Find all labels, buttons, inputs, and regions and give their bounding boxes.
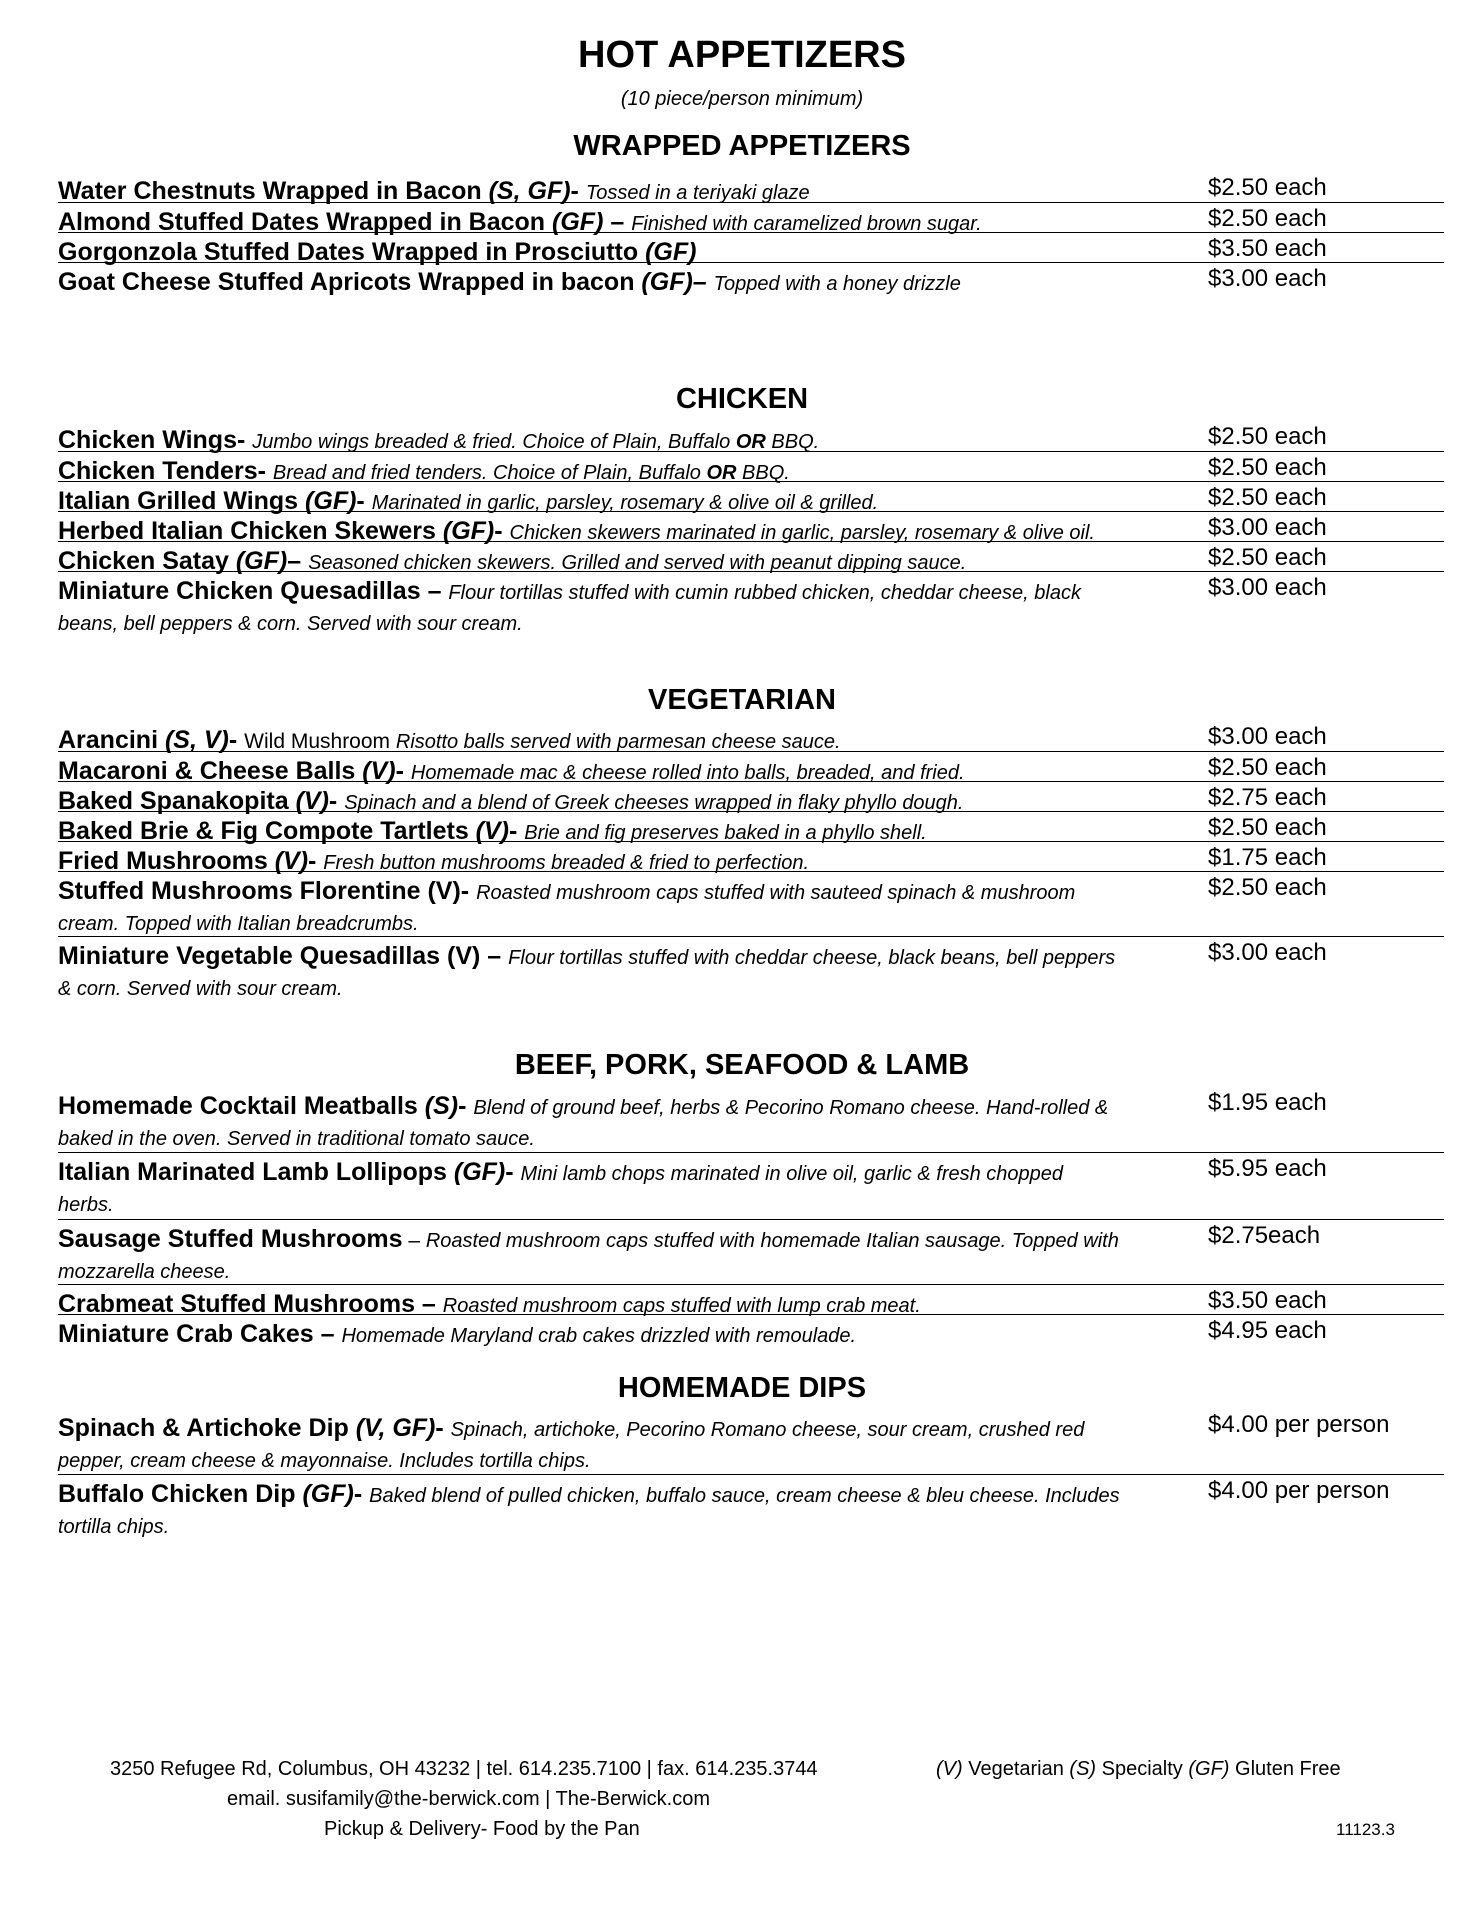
menu-item-price: $2.50 each xyxy=(1208,814,1327,841)
menu-item-row xyxy=(58,1152,1444,1215)
legend-gluten-free-tag: (GF) xyxy=(1188,1758,1230,1780)
menu-item-separator: – xyxy=(480,942,509,970)
menu-item-name: Homemade Cocktail Meatballs xyxy=(58,1092,425,1120)
menu-item-separator: - xyxy=(236,426,253,454)
footer-pickup: Pickup & Delivery- Food by the Pan xyxy=(324,1818,640,1840)
menu-item-description: Chicken skewers marinated in garlic, parsley, rosemary & olive oil. xyxy=(509,522,1095,544)
menu-item-desc-plain: Wild Mushroom xyxy=(244,730,396,753)
menu-item-row xyxy=(58,781,1444,815)
menu-item-price: $1.75 each xyxy=(1208,844,1327,871)
menu-item-description-continued: & corn. Served with sour cream. xyxy=(58,978,343,1000)
menu-item-separator: - xyxy=(257,457,273,485)
menu-item-price: $2.50 each xyxy=(1208,174,1327,201)
legend-specialty-tag: (S) xyxy=(1069,1758,1097,1780)
menu-item-separator: - xyxy=(570,177,586,205)
menu-item-name: Chicken Tenders xyxy=(58,457,258,485)
menu-item-price: $3.00 each xyxy=(1208,723,1327,750)
menu-item-description: Seasoned chicken skewers. Grilled and served with peanut dipping sauce. xyxy=(308,552,967,574)
menu-item-description-continued: baked in the oven. Served in traditional tomato sauce. xyxy=(58,1128,535,1150)
menu-item-separator: - xyxy=(505,1158,521,1186)
menu-item-tags: (V) xyxy=(362,757,396,785)
menu-item-price: $2.75 each xyxy=(1208,784,1327,811)
legend-vegetarian-tag: (V) xyxy=(936,1758,963,1780)
section-heading-wrapped: WRAPPED APPETIZERS xyxy=(573,130,911,162)
menu-item-description: Topped with a honey drizzle xyxy=(713,273,961,295)
section-heading-dips: HOMEMADE DIPS xyxy=(617,1372,867,1404)
menu-item-separator: - xyxy=(509,817,525,845)
menu-item-tags: (S, GF) xyxy=(488,177,571,205)
menu-item-tags: (S) xyxy=(424,1092,459,1120)
legend-specialty-text: Specialty xyxy=(1096,1758,1189,1780)
menu-item-row xyxy=(58,1409,1444,1471)
menu-item-separator: – xyxy=(287,547,309,575)
menu-item-tags: (V) xyxy=(475,817,509,845)
menu-item-separator: – xyxy=(402,1229,426,1252)
menu-item-price: $2.50 each xyxy=(1208,484,1327,511)
menu-item-description: Homemade mac & cheese rolled into balls, breaded, and fried. xyxy=(410,762,965,784)
menu-item-separator: - xyxy=(395,757,411,785)
menu-item-separator: – xyxy=(603,208,632,236)
menu-item-description: Homemade Maryland crab cakes drizzled with remoulade. xyxy=(341,1325,857,1347)
section-heading-beef: BEEF, PORK, SEAFOOD & LAMB xyxy=(514,1049,970,1081)
menu-item-description: Bread and fried tenders. Choice of Plain, Buffalo xyxy=(272,462,707,484)
menu-item-name: Chicken Satay xyxy=(58,547,236,575)
menu-item-row xyxy=(58,1087,1444,1149)
menu-item-price: $2.50 each xyxy=(1208,874,1327,901)
menu-item-name: Italian Grilled Wings xyxy=(58,487,306,515)
menu-item-description-continued: herbs. xyxy=(58,1194,114,1216)
menu-item-tags: (V) xyxy=(295,787,329,815)
menu-item-price: $5.95 each xyxy=(1208,1155,1327,1182)
menu-item-row xyxy=(58,571,1444,634)
menu-item-text xyxy=(58,875,1178,939)
menu-item-row xyxy=(58,1284,1444,1318)
menu-item-row xyxy=(58,541,1444,575)
menu-item-description: Spinach and a blend of Greek cheeses wrapped in flaky phyllo dough. xyxy=(344,792,964,814)
menu-item-separator: - xyxy=(308,847,324,875)
menu-item-description: Roasted mushroom caps stuffed with sauteed spinach & mushroom xyxy=(476,882,1076,904)
menu-item-row xyxy=(58,511,1444,545)
menu-item-name: Miniature Vegetable Quesadillas (V) xyxy=(58,942,481,970)
menu-item-separator: - xyxy=(356,487,372,515)
menu-item-name: Macaroni & Cheese Balls xyxy=(58,757,363,785)
page-title: HOT APPETIZERS xyxy=(578,34,906,76)
menu-item-tags: (V) xyxy=(274,847,309,875)
menu-item-text xyxy=(58,575,1178,639)
menu-item-description-emphasis: OR xyxy=(735,431,766,453)
menu-item-description: Roasted mushroom caps stuffed with lump crab meat. xyxy=(442,1295,921,1317)
menu-item-line xyxy=(58,1223,1178,1257)
menu-item-tags: (GF) xyxy=(552,208,604,236)
menu-item-price: $3.00 each xyxy=(1208,265,1327,292)
menu-item-description-emphasis: OR xyxy=(706,462,737,484)
menu-item-description: Flour tortillas stuffed with cumin rubbed chicken, cheddar cheese, black xyxy=(448,582,1081,604)
menu-item-description: Brie and fig preserves baked in a phyllo shell. xyxy=(524,822,927,844)
menu-item-line xyxy=(58,940,1178,974)
menu-item-text xyxy=(58,1090,1178,1154)
menu-item-price: $3.50 each xyxy=(1208,235,1327,262)
legend-vegetarian-text: Vegetarian xyxy=(962,1758,1070,1780)
menu-item-description: Roasted mushroom caps stuffed with homemade Italian sausage. Topped with xyxy=(425,1230,1119,1252)
menu-item-text xyxy=(58,1156,1178,1220)
menu-item-text xyxy=(58,940,1178,1004)
menu-item-text xyxy=(58,1223,1178,1287)
menu-item-price: $3.00 each xyxy=(1208,939,1327,966)
menu-item-line xyxy=(58,1318,1178,1352)
menu-item-description: Blend of ground beef, herbs & Pecorino Romano cheese. Hand-rolled & xyxy=(473,1097,1109,1119)
menu-item-line xyxy=(58,266,1178,300)
menu-item-description-end: BBQ. xyxy=(765,431,820,453)
menu-item-description: Risotto balls served with parmesan cheese sauce. xyxy=(395,731,841,753)
menu-item-description-continued: tortilla chips. xyxy=(58,1516,170,1538)
menu-item-row xyxy=(58,232,1444,266)
menu-item-row xyxy=(58,1474,1444,1537)
menu-item-text xyxy=(58,1412,1178,1476)
section-heading-vegetarian: VEGETARIAN xyxy=(648,684,836,716)
menu-item-row xyxy=(58,751,1444,785)
menu-item-name: Spinach & Artichoke Dip xyxy=(58,1414,356,1442)
menu-item-row xyxy=(58,451,1444,485)
menu-item-name: Almond Stuffed Dates Wrapped in Bacon xyxy=(58,208,553,236)
menu-item-row xyxy=(58,421,1444,454)
menu-item-description: Marinated in garlic, parsley, rosemary & olive oil & grilled. xyxy=(371,492,879,514)
menu-item-price: $2.50 each xyxy=(1208,423,1327,450)
menu-item-separator: - xyxy=(435,1414,451,1442)
footer-legend xyxy=(936,1758,1341,1781)
menu-item-separator: - xyxy=(458,1092,474,1120)
menu-item-description-continued: beans, bell peppers & corn. Served with sour cream. xyxy=(58,613,523,635)
menu-item-name: Baked Brie & Fig Compote Tartlets xyxy=(58,817,476,845)
menu-item-name: Miniature Crab Cakes xyxy=(58,1320,314,1348)
footer-email: email. susifamily@the-berwick.com | The-Berwick.com xyxy=(227,1788,711,1810)
menu-item-tags: (GF) xyxy=(641,268,693,296)
menu-item-price: $4.95 each xyxy=(1208,1317,1327,1344)
menu-item-tags: (V, GF) xyxy=(355,1414,436,1442)
menu-item-price: $2.50 each xyxy=(1208,205,1327,232)
menu-item-price: $3.50 each xyxy=(1208,1287,1327,1314)
menu-item-description: Jumbo wings breaded & fried. Choice of Plain, Buffalo xyxy=(252,431,736,453)
menu-item-price: $3.00 each xyxy=(1208,514,1327,541)
menu-item-description: Tossed in a teriyaki glaze xyxy=(585,182,810,204)
menu-item-description-continued: pepper, cream cheese & mayonnaise. Includes tortilla chips. xyxy=(58,1450,591,1472)
menu-item-row xyxy=(58,721,1444,754)
menu-item-name: Stuffed Mushrooms Florentine (V) xyxy=(58,877,461,905)
menu-item-line xyxy=(58,875,1178,909)
menu-item-line xyxy=(58,1412,1178,1446)
menu-item-name: Buffalo Chicken Dip xyxy=(58,1480,303,1508)
menu-item-row xyxy=(58,481,1444,515)
menu-item-description: Spinach, artichoke, Pecorino Romano cheese, sour cream, crushed red xyxy=(450,1419,1085,1441)
menu-item-row xyxy=(58,1314,1444,1348)
menu-item-price: $3.00 each xyxy=(1208,574,1327,601)
menu-item-description-end: BBQ. xyxy=(736,462,790,484)
menu-item-line xyxy=(58,1478,1178,1512)
menu-item-description: Flour tortillas stuffed with cheddar cheese, black beans, bell peppers xyxy=(508,947,1116,969)
menu-item-price: $2.50 each xyxy=(1208,754,1327,781)
menu-item-line xyxy=(58,1090,1178,1124)
menu-item-separator: - xyxy=(460,877,477,905)
menu-item-name: Water Chestnuts Wrapped in Bacon xyxy=(58,177,489,205)
page-subtitle: (10 piece/person minimum) xyxy=(620,88,864,110)
menu-item-tags: (S, V) xyxy=(164,726,229,754)
menu-item-row xyxy=(58,1219,1444,1282)
menu-item-name: Baked Spanakopita xyxy=(58,787,296,815)
menu-item-name: Fried Mushrooms xyxy=(58,847,275,875)
legend-gluten-free-text: Gluten Free xyxy=(1229,1758,1341,1780)
menu-item-row xyxy=(58,841,1444,875)
menu-item-description: Baked blend of pulled chicken, buffalo sauce, cream cheese & bleu cheese. Includes xyxy=(369,1485,1120,1507)
menu-item-price: $2.75each xyxy=(1208,1222,1321,1249)
menu-item-tags: (GF) xyxy=(442,517,495,545)
menu-item-tags: (GF) xyxy=(235,547,288,575)
menu-item-name: Herbed Italian Chicken Skewers xyxy=(58,517,443,545)
menu-item-price: $4.00 per person xyxy=(1208,1411,1390,1438)
menu-item-name: Gorgonzola Stuffed Dates Wrapped in Prosciutto xyxy=(58,238,646,266)
menu-item-row xyxy=(58,871,1444,934)
menu-item-tags: (GF) xyxy=(302,1480,354,1508)
menu-item-name: Chicken Wings xyxy=(58,426,237,454)
menu-item-price: $2.50 each xyxy=(1208,454,1327,481)
menu-item-price: $1.95 each xyxy=(1208,1089,1327,1116)
menu-item-name: Crabmeat Stuffed Mushrooms xyxy=(58,1290,415,1318)
menu-item-line xyxy=(58,575,1178,609)
menu-item-description-continued: cream. Topped with Italian breadcrumbs. xyxy=(58,913,419,935)
footer-address: 3250 Refugee Rd, Columbus, OH 43232 | tel. 614.235.7100 | fax. 614.235.3744 xyxy=(110,1758,818,1780)
menu-item-name: Goat Cheese Stuffed Apricots Wrapped in bacon xyxy=(58,268,642,296)
menu-item-tags: (GF) xyxy=(453,1158,506,1186)
menu-item-separator: – xyxy=(414,1290,443,1318)
menu-item-description-continued: mozzarella cheese. xyxy=(58,1261,231,1283)
section-heading-chicken: CHICKEN xyxy=(675,383,809,415)
menu-item-name: Sausage Stuffed Mushrooms xyxy=(58,1225,403,1253)
menu-item-row xyxy=(58,936,1444,999)
menu-item-separator: - xyxy=(328,787,345,815)
menu-item-price: $2.50 each xyxy=(1208,544,1327,571)
menu-item-row xyxy=(58,811,1444,845)
menu-item-tags: (GF) xyxy=(645,238,697,266)
menu-item-text xyxy=(58,1318,1178,1352)
menu-item-row xyxy=(58,172,1444,205)
menu-item-row xyxy=(58,262,1444,296)
menu-item-price: $4.00 per person xyxy=(1208,1477,1390,1504)
menu-item-name: Italian Marinated Lamb Lollipops xyxy=(58,1158,454,1186)
menu-item-text xyxy=(58,1478,1178,1542)
menu-item-line xyxy=(58,1156,1178,1190)
menu-item-row xyxy=(58,202,1444,236)
menu-item-separator: - xyxy=(228,726,245,754)
menu-item-name: Miniature Chicken Quesadillas xyxy=(58,577,421,605)
menu-item-tags: (GF) xyxy=(305,487,357,515)
menu-item-separator: - xyxy=(353,1480,370,1508)
menu-item-separator: – xyxy=(692,268,714,296)
menu-item-description: Finished with caramelized brown sugar. xyxy=(631,213,982,235)
menu-item-description: Mini lamb chops marinated in olive oil, garlic & fresh chopped xyxy=(520,1163,1064,1185)
menu-item-separator: – xyxy=(420,577,449,605)
menu-item-name: Arancini xyxy=(58,726,165,754)
menu-item-separator: - xyxy=(494,517,510,545)
menu-item-separator: – xyxy=(313,1320,342,1348)
menu-item-text xyxy=(58,266,1178,300)
menu-item-description: Fresh button mushrooms breaded & fried to perfection. xyxy=(323,852,810,874)
footer-code: 11123.3 xyxy=(1336,1820,1395,1839)
